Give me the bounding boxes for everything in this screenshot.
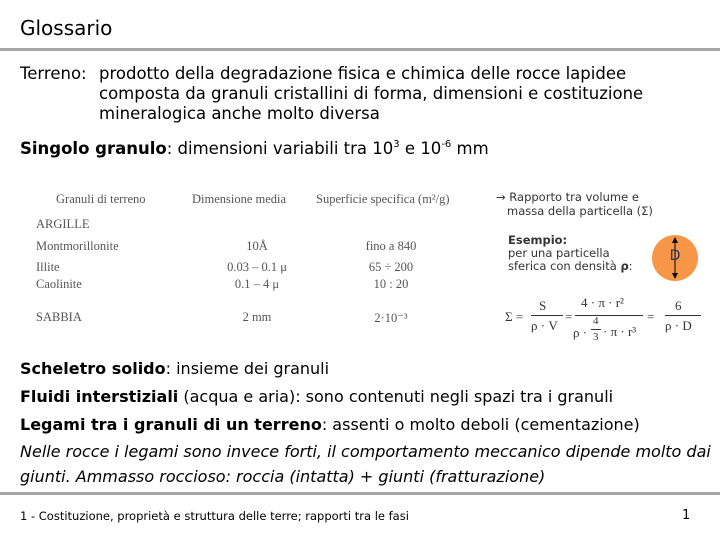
granulo-mid: e 10 [399,139,442,158]
formula-f2-den-frac-den: 3 [593,331,599,343]
table-cell: Caolinite [36,277,82,291]
table-cell: 10Å [246,239,268,253]
fraction-bar [665,315,701,316]
formula-f3-num: 6 [675,298,682,313]
table-header-size: Dimensione media [192,192,287,206]
table-cell: Illite [36,260,60,274]
table-cell: 65 ÷ 200 [368,260,414,274]
table-row [36,310,476,326]
formula-f1-num: S [539,298,547,313]
formula-f2-num: 4 · π · r² [581,295,624,310]
formula-f2-den-b: · π · r³ [603,324,637,339]
fraction-bar [575,315,643,316]
example-label: Esempio: [508,233,568,247]
table-cell: 0.03 – 0.1 μ [227,260,287,274]
table-header-grains: Granuli di terreno [56,192,146,206]
list-item: Scheletro solido: insieme dei granuli [20,359,330,378]
example-block [508,234,633,273]
table-row [36,217,476,233]
page-title: Glossario [20,16,113,40]
table-cell: 2 mm [242,310,272,324]
table-cell: ARGILLE [36,217,90,231]
sphere-label: D [669,248,681,264]
ratio-note [496,190,653,218]
sphere-icon [652,235,698,281]
table-cell: Montmorillonite [36,239,119,253]
list-item: Fluidi interstiziali (acqua e aria): sono contenuti negli spazi tra i granuli [20,387,614,406]
table-header-surface: Superficie specifica (m²/g) [316,192,450,206]
terreno-line-2: composta da granuli cristallini di forma, dimensioni e costituzione [99,84,644,103]
example-line-2: sferica con densità ρ: [508,259,633,273]
granulo-text: : dimensioni variabili tra 10 [166,139,394,158]
formula-f3-den: ρ · D [665,318,692,333]
rho-symbol: ρ [620,259,629,273]
fraction-bar [591,329,601,330]
table-cell: 0.1 – 4 μ [234,277,280,291]
granulo-exp-2: -6 [441,139,452,150]
ratio-note-line-2: massa della particella (Σ) [507,204,653,218]
sigma-formula [505,293,715,353]
list-item: Nelle rocce i legami sono invece forti, il comportamento meccanico dipende molto dai [20,442,711,461]
table-cell: SABBIA [36,310,82,324]
terreno-term: Terreno: [20,64,87,83]
granulo-end: mm [451,139,489,158]
formula-eq-2: = [647,309,655,324]
terreno-line-3: mineralogica anche molto diversa [99,104,380,123]
formula-sigma: Σ = [505,309,524,324]
formula-f2-den-a: ρ · [573,325,588,340]
list-item: giunti. Ammasso roccioso: roccia (intatta) + giunti (fratturazione) [20,467,546,486]
grain-size-table [36,190,476,330]
granulo-definition [20,139,489,158]
list-item: Legami tra i granuli di un terreno: assenti o molto deboli (cementazione) [20,415,640,434]
ratio-note-line-1: → Rapporto tra volume e [496,190,639,204]
footer-divider [0,492,720,495]
granulo-exp-1: 3 [393,139,400,150]
table-cell: fino a 840 [365,239,417,253]
fraction-bar [531,315,563,316]
table-cell: 2·10⁻³ [374,311,408,325]
terreno-line-1: prodotto della degradazione fisica e chimica delle rocce lapidee [99,64,627,83]
definitions-list [20,355,720,489]
formula-f2-den-frac-num: 4 [593,315,599,327]
table-cell: 10 : 20 [373,277,409,291]
terreno-definition [20,64,710,124]
table-row [36,277,476,293]
formula-eq-1: = [565,309,573,324]
page-number: 1 [682,508,691,523]
title-divider [0,48,720,51]
table-row [36,239,476,255]
footer-text: 1 - Costituzione, proprietà e struttura delle terre; rapporti tra le fasi [20,509,409,523]
granulo-term: Singolo granulo [20,139,167,158]
table-row [36,260,476,276]
example-line-1: per una particella [508,246,610,260]
formula-f1-den: ρ · V [531,318,558,333]
